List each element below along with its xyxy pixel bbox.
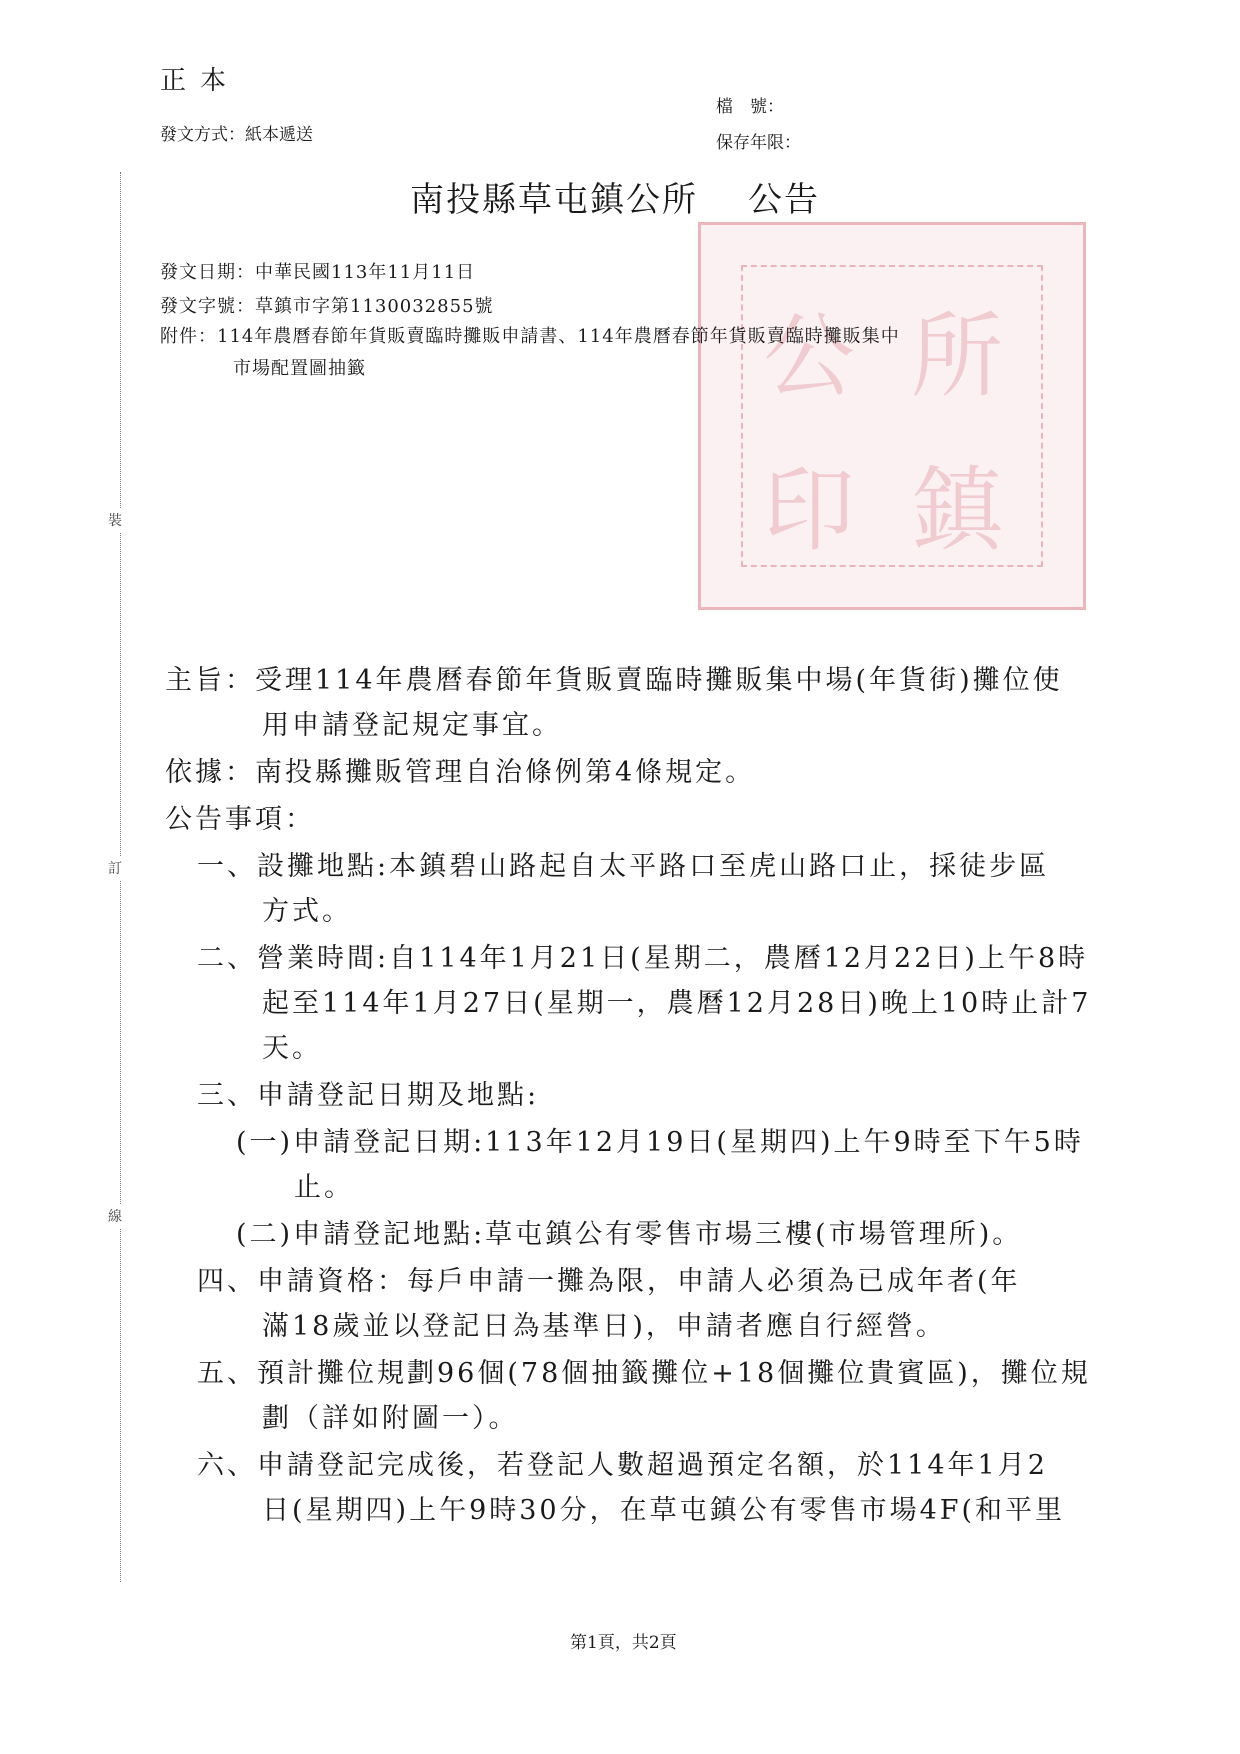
sub-item-registration-place: (二)申請登記地點:草屯鎮公有零售市場三樓(市場管理所)。: [236, 1219, 1023, 1250]
item-registration: 三、申請登記日期及地點:: [197, 1080, 540, 1111]
item-business-hours-continued: 天。: [262, 1033, 322, 1064]
item-business-hours: 二、營業時間:自114年1月21日(星期二，農曆12月22日)上午8時: [197, 943, 1089, 974]
attachment-line-continued: 市場配置圖抽籤: [233, 358, 366, 379]
binding-mark-zhuang: 裝: [108, 508, 122, 532]
page-number: 第1頁，共2頁: [570, 1633, 677, 1653]
seal-char: 所: [911, 303, 1004, 410]
copy-label: 正本: [160, 66, 241, 96]
item-lottery: 六、申請登記完成後，若登記人數超過預定名額，於114年1月2: [197, 1450, 1048, 1481]
sub-item-registration-date-continued: 止。: [294, 1172, 354, 1203]
page-title: [410, 172, 820, 221]
basis-line: 依據：南投縣攤販管理自治條例第4條規定。: [165, 757, 756, 788]
item-stall-plan-continued: 劃（詳如附圖一）。: [262, 1403, 519, 1434]
item-location: 一、設攤地點:本鎮碧山路起自太平路口至虎山路口止，採徒步區: [197, 851, 1050, 882]
official-seal: [698, 222, 1086, 610]
document-number: 發文字號：草鎮市字第1130032855號: [160, 296, 494, 317]
notice-items-heading: 公告事項：: [165, 804, 315, 835]
file-number-label: 檔 號：: [716, 97, 784, 117]
binding-mark-ding: 訂: [108, 856, 122, 880]
item-business-hours-continued: 起至114年1月27日(星期一，農曆12月28日)晚上10時止計7: [262, 988, 1092, 1019]
item-lottery-continued: 日(星期四)上午9時30分，在草屯鎮公有零售市場4F(和平里: [262, 1495, 1066, 1526]
office-name: 南投縣草屯鎮公所: [410, 180, 698, 220]
seal-char: 公: [763, 303, 856, 410]
dispatch-method: 發文方式：紙本遞送: [160, 125, 313, 145]
subject-line: 主旨：受理114年農曆春節年貨販賣臨時攤販集中場(年貨街)攤位使: [165, 665, 1063, 696]
document-type: 公告: [748, 180, 820, 220]
seal-char: 印: [763, 457, 856, 564]
retention-label: 保存年限：: [716, 133, 801, 153]
item-stall-plan: 五、預計攤位規劃96個(78個抽籤攤位+18個攤位貴賓區)，攤位規: [197, 1358, 1091, 1389]
subject-line-continued: 用申請登記規定事宜。: [262, 710, 562, 741]
item-location-continued: 方式。: [262, 896, 352, 927]
binding-mark-xian: 線: [108, 1204, 122, 1228]
sub-item-registration-date: (一)申請登記日期:113年12月19日(星期四)上午9時至下午5時: [236, 1127, 1084, 1158]
attachment-line: 附件：114年農曆春節年貨販賣臨時攤販申請書、114年農曆春節年貨販賣臨時攤販集中: [160, 326, 900, 347]
seal-char: 鎮: [911, 457, 1004, 564]
issue-date: 發文日期：中華民國113年11月11日: [160, 262, 476, 283]
item-eligibility-continued: 滿18歲並以登記日為基準日)，申請者應自行經營。: [262, 1311, 946, 1342]
item-eligibility: 四、申請資格：每戶申請一攤為限，申請人必須為已成年者(年: [197, 1266, 1021, 1297]
